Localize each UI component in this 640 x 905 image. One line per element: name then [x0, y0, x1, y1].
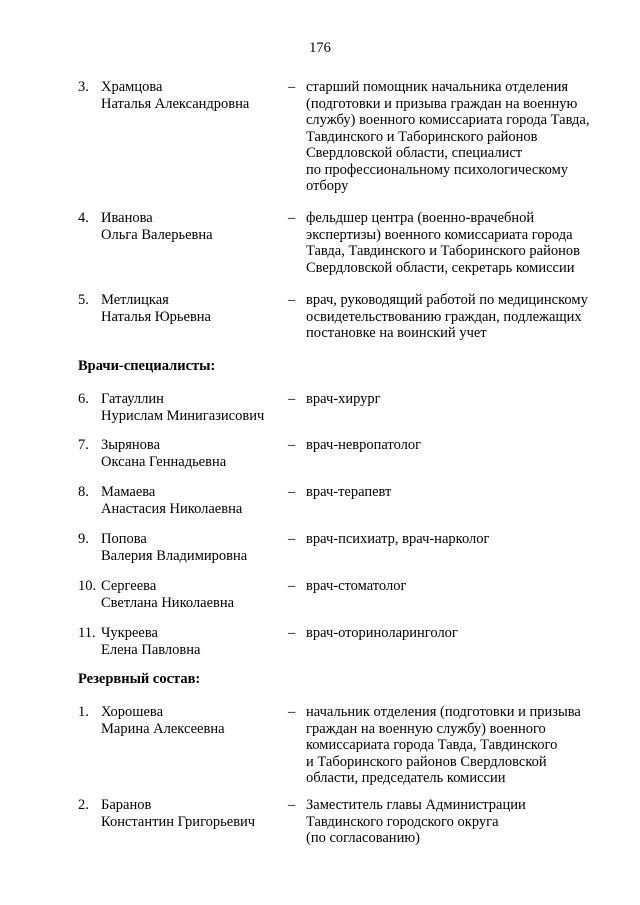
position-line: отбору — [306, 178, 349, 194]
given-names: Наталья Юрьевна — [101, 308, 211, 325]
dash: – — [288, 210, 296, 226]
position-line: освидетельствованию граждан, подлежащих — [306, 308, 582, 325]
person-name — [101, 437, 286, 470]
position-text — [306, 625, 606, 642]
person-name — [101, 797, 286, 830]
position-line: и Таборинского районов Свердловской — [306, 753, 547, 770]
item-number: 4. — [78, 210, 89, 226]
position-text — [306, 210, 606, 276]
position-line: постановке на воинский учет — [306, 325, 487, 341]
position-line: по профессиональному психологическому — [306, 161, 569, 178]
dash: – — [288, 79, 296, 95]
surname: Зырянова — [101, 437, 161, 453]
position-text — [306, 531, 606, 548]
position-line: (подготовки и призыва граждан на военную — [306, 95, 578, 112]
position-text — [306, 79, 606, 195]
dash: – — [288, 704, 296, 720]
position-line: Тавдинского и Таборинского районов — [306, 128, 538, 145]
surname: Сергеева — [101, 578, 157, 594]
surname: Хорошева — [101, 704, 164, 720]
surname: Храмцова — [101, 79, 163, 95]
position-line: врач-стоматолог — [306, 578, 407, 594]
position-line: Заместитель главы Администрации — [306, 797, 526, 813]
surname: Иванова — [101, 210, 153, 226]
person-name — [101, 704, 286, 737]
given-names: Константин Григорьевич — [101, 813, 256, 830]
position-text — [306, 704, 606, 787]
given-names: Светлана Николаевна — [101, 594, 235, 611]
section-heading-doctors: Врачи-специалисты: — [78, 358, 216, 374]
position-line: врач-невропатолог — [306, 437, 422, 453]
item-number: 11. — [78, 625, 96, 641]
position-text — [306, 292, 606, 342]
person-name — [101, 625, 286, 658]
surname: Гатауллин — [101, 391, 164, 407]
position-line: комиссариата города Тавда, Тавдинского — [306, 737, 558, 753]
item-number: 9. — [78, 531, 89, 547]
position-line: врач-оториноларинголог — [306, 625, 458, 641]
item-number: 3. — [78, 79, 89, 95]
position-line: старший помощник начальника отделения — [306, 79, 569, 95]
position-line: службу) военного комиссариата города Тавда, — [306, 112, 590, 128]
person-name — [101, 484, 286, 517]
position-line: фельдшер центра (военно-врачебной — [306, 210, 535, 226]
position-line: экспертизы) военного комиссариата города — [306, 226, 573, 243]
position-line: (по согласованию) — [306, 830, 420, 846]
item-number: 6. — [78, 391, 89, 407]
given-names: Валерия Владимировна — [101, 547, 248, 564]
person-name — [101, 292, 286, 325]
person-name — [101, 531, 286, 564]
position-line: врач-терапевт — [306, 484, 392, 500]
person-name — [101, 79, 286, 112]
given-names: Оксана Геннадьевна — [101, 453, 227, 470]
given-names: Анастасия Николаевна — [101, 500, 243, 517]
given-names: Ольга Валерьевна — [101, 226, 213, 243]
person-name — [101, 578, 286, 611]
given-names: Елена Павловна — [101, 641, 201, 658]
position-line: врач, руководящий работой по медицинскому — [306, 292, 588, 308]
person-name — [101, 391, 286, 424]
given-names: Наталья Александровна — [101, 95, 250, 112]
position-text — [306, 484, 606, 501]
dash: – — [288, 292, 296, 308]
position-text — [306, 578, 606, 595]
dash: – — [288, 437, 296, 453]
given-names: Нурислам Минигазисович — [101, 407, 265, 424]
position-text — [306, 797, 606, 847]
section-heading-reserve: Резервный состав: — [78, 671, 201, 687]
dash: – — [288, 797, 296, 813]
page-number: 176 — [309, 40, 331, 56]
surname: Метлицкая — [101, 292, 169, 308]
position-line: начальник отделения (подготовки и призыва — [306, 704, 581, 720]
position-line: Свердловской области, секретарь комиссии — [306, 259, 575, 276]
dash: – — [288, 625, 296, 641]
person-name — [101, 210, 286, 243]
surname: Баранов — [101, 797, 152, 813]
dash: – — [288, 578, 296, 594]
position-line: врач-хирург — [306, 391, 381, 407]
position-line: Свердловской области, специалист — [306, 145, 523, 161]
position-line: врач-психиатр, врач-нарколог — [306, 531, 490, 547]
item-number: 7. — [78, 437, 89, 453]
position-text — [306, 437, 606, 454]
position-line: Тавдинского городского округа — [306, 813, 499, 830]
dash: – — [288, 391, 296, 407]
position-text — [306, 391, 606, 408]
dash: – — [288, 484, 296, 500]
position-line: граждан на военную службу) военного — [306, 720, 546, 737]
surname: Мамаева — [101, 484, 156, 500]
position-line: области, председатель комиссии — [306, 770, 506, 786]
surname: Чукреева — [101, 625, 158, 641]
given-names: Марина Алексеевна — [101, 720, 225, 737]
item-number: 10. — [78, 578, 97, 594]
item-number: 2. — [78, 797, 89, 813]
position-line: Тавда, Тавдинского и Таборинского районов — [306, 243, 580, 259]
item-number: 8. — [78, 484, 89, 500]
item-number: 5. — [78, 292, 89, 308]
dash: – — [288, 531, 296, 547]
surname: Попова — [101, 531, 147, 547]
item-number: 1. — [78, 704, 89, 720]
